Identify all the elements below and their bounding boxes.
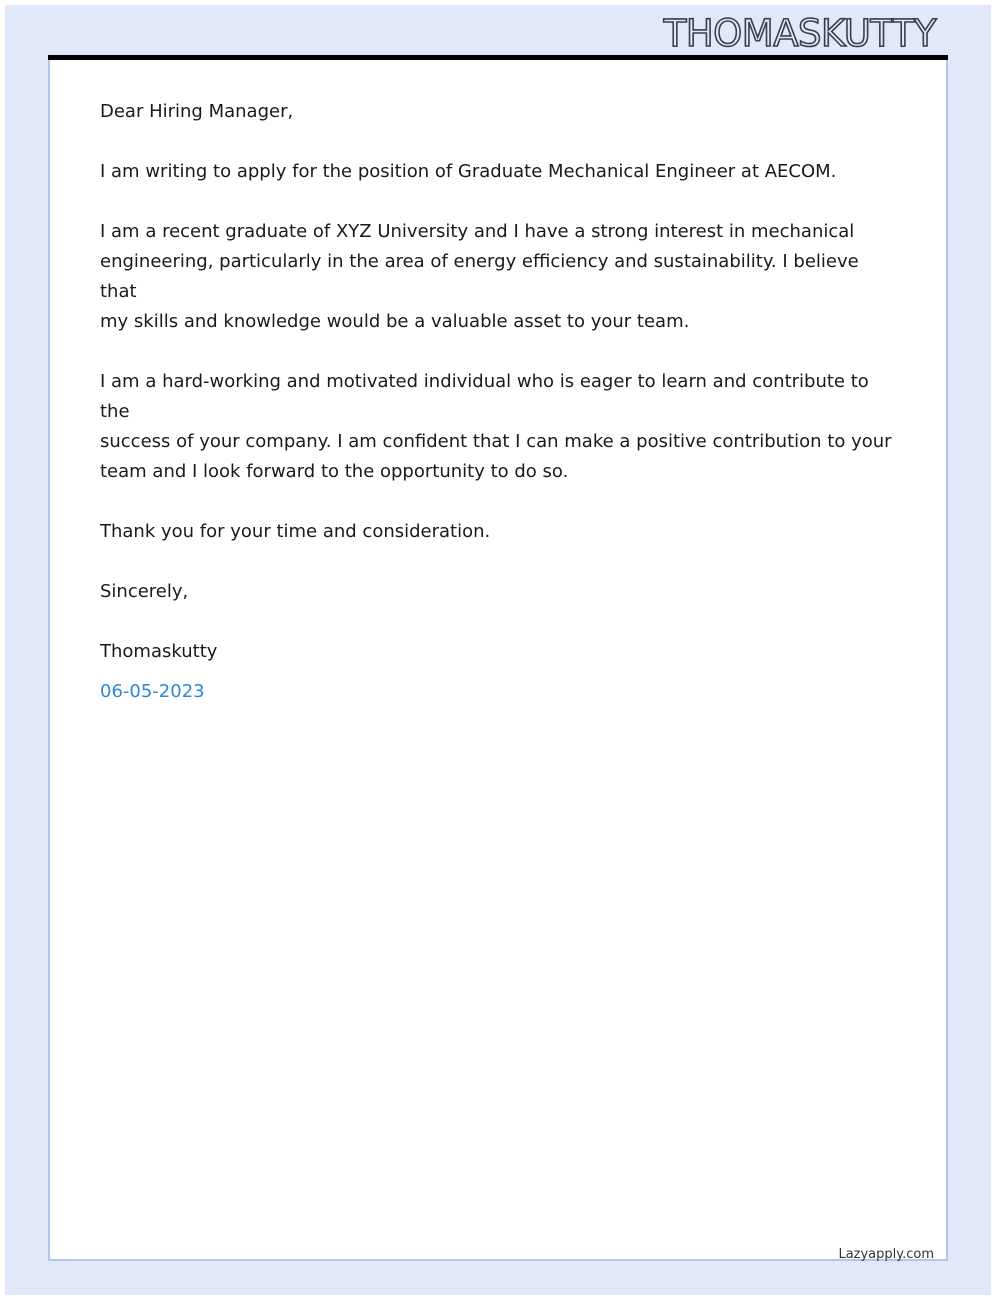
footer-credit: Lazyapply.com bbox=[838, 1247, 934, 1262]
letter-body bbox=[100, 97, 900, 737]
letter-date: 06-05-2023 bbox=[100, 681, 205, 702]
paragraph-intro: I am writing to apply for the position of Graduate Mechanical Engineer at AECOM. bbox=[100, 161, 837, 182]
letterhead-name: THOMASKUTTY bbox=[663, 12, 936, 55]
salutation: Dear Hiring Manager, bbox=[100, 101, 294, 122]
paragraph-thanks: Thank you for your time and consideration. bbox=[100, 521, 491, 542]
closing: Sincerely, bbox=[100, 581, 189, 602]
paragraph-motivation: I am a hard-working and motivated individual who is eager to learn and contribute to the success of your company. I am confident that I can make a positive contribution to your team and I look forward to the opportunity to do so. bbox=[100, 371, 892, 482]
signature-name: Thomaskutty bbox=[100, 641, 218, 662]
paragraph-background: I am a recent graduate of XYZ University and I have a strong interest in mechanical engineering, particularly in the area of energy efficiency and sustainability. I believe that my skills and knowledge would be a valuable asset to your team. bbox=[100, 221, 859, 332]
